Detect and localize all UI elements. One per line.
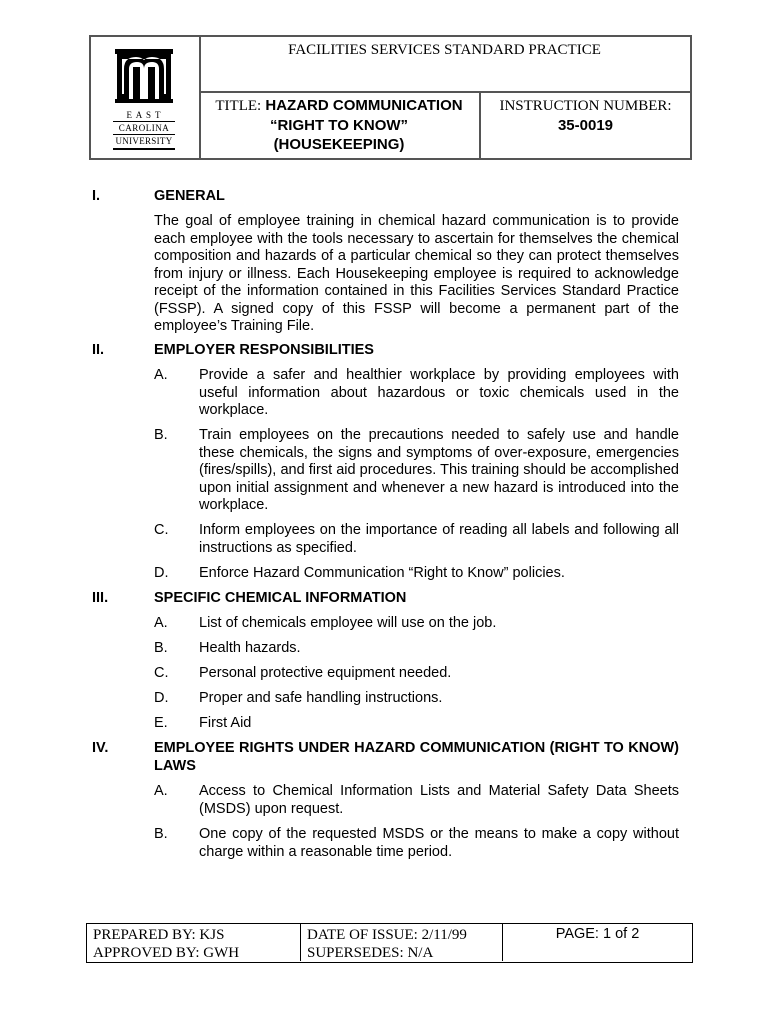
document-footer [86,923,693,963]
approved-by: APPROVED BY: GWH [93,945,240,961]
list-item-text: Health hazards. [199,640,301,656]
title-line-1: HAZARD COMMUNICATION [265,97,463,114]
section-number: IV. [92,740,109,756]
section-heading: EMPLOYEE RIGHTS UNDER HAZARD COMMUNICATION (RIGHT TO KNOW) LAWS [154,740,679,774]
list-item-letter: B. [154,427,168,443]
page-number: PAGE: 1 of 2 [555,926,640,942]
list-item-text: Provide a safer and healthier workplace by providing employees with useful information about hazardous or toxic chemicals used in the workplace. [199,367,679,418]
list-item-text: First Aid [199,715,252,731]
ecu-logo-icon [111,47,177,105]
prepared-by: PREPARED BY: KJS [93,927,225,943]
list-item-letter: C. [154,665,169,681]
title-line-3: (HOUSEKEEPING) [273,136,405,153]
list-item-letter: A. [154,783,168,799]
section-number: II. [92,342,105,358]
list-item-text: One copy of the requested MSDS or the means to make a copy without charge within a reasonable time period. [199,826,679,860]
list-item-text: Proper and safe handling instructions. [199,690,443,706]
list-item-letter: A. [154,367,168,383]
list-item-letter: A. [154,615,168,631]
list-item-text: Inform employees on the importance of reading all labels and following all instructions as specified. [199,522,679,556]
ecu-logo [111,47,177,152]
instruction-number-cell [481,93,690,158]
list-item-letter: B. [154,826,168,842]
logo-text-east: E A S T [126,110,162,120]
logo-text-carolina: CAROLINA [118,123,170,133]
title-label: TITLE: [215,98,262,114]
title-line-2: “RIGHT TO KNOW” [269,117,409,134]
list-item-letter: D. [154,565,169,581]
footer-date-cell [301,924,503,961]
section-heading: SPECIFIC CHEMICAL INFORMATION [154,590,407,606]
list-item-text: List of chemicals employee will use on the job. [199,615,497,631]
list-item-letter: D. [154,690,169,706]
section-number: I. [92,188,101,204]
list-item-letter: E. [154,715,168,731]
supersedes: SUPERSEDES: N/A [307,945,434,961]
instruction-label: INSTRUCTION NUMBER: [499,98,672,114]
footer-prepared-cell [87,924,301,961]
section-heading: GENERAL [154,188,225,204]
document-header [89,35,692,160]
logo-cell [91,37,201,158]
list-item-text: Access to Chemical Information Lists and Material Safety Data Sheets (MSDS) upon request. [199,783,679,817]
date-of-issue: DATE OF ISSUE: 2/11/99 [307,927,467,943]
header-top-title: FACILITIES SERVICES STANDARD PRACTICE [199,37,690,93]
list-item-letter: B. [154,640,168,656]
section-number: III. [92,590,109,606]
header-title-cell [199,93,481,158]
list-item-text: Personal protective equipment needed. [199,665,452,681]
list-item-text: Enforce Hazard Communication “Right to Know” policies. [199,565,565,581]
section-heading: EMPLOYER RESPONSIBILITIES [154,342,374,358]
list-item-text: Train employees on the precautions needed to safely use and handle these chemicals, the signs and symptoms of over-exposure, emergencies (fires/spills), and first aid procedures. This training should be accomplished upon initial assignment and whenever a new hazard is introduced into the workplace. [199,427,679,513]
list-item-letter: C. [154,522,169,538]
instruction-number: 35-0019 [557,117,614,134]
logo-text-university: UNIVERSITY [115,136,173,146]
section-paragraph: The goal of employee training in chemical hazard communication is to provide each employee with the tools necessary to ascertain for themselves the chemical composition and hazards of a particular chemical so they can protect themselves from injury or illness. Each Housekeeping employee is required to acknowledge receipt of the information contained in this Facilities Services Standard Practice (FSSP). A signed copy of this FSSP will become a permanent part of the employee’s Training File. [154,213,679,334]
